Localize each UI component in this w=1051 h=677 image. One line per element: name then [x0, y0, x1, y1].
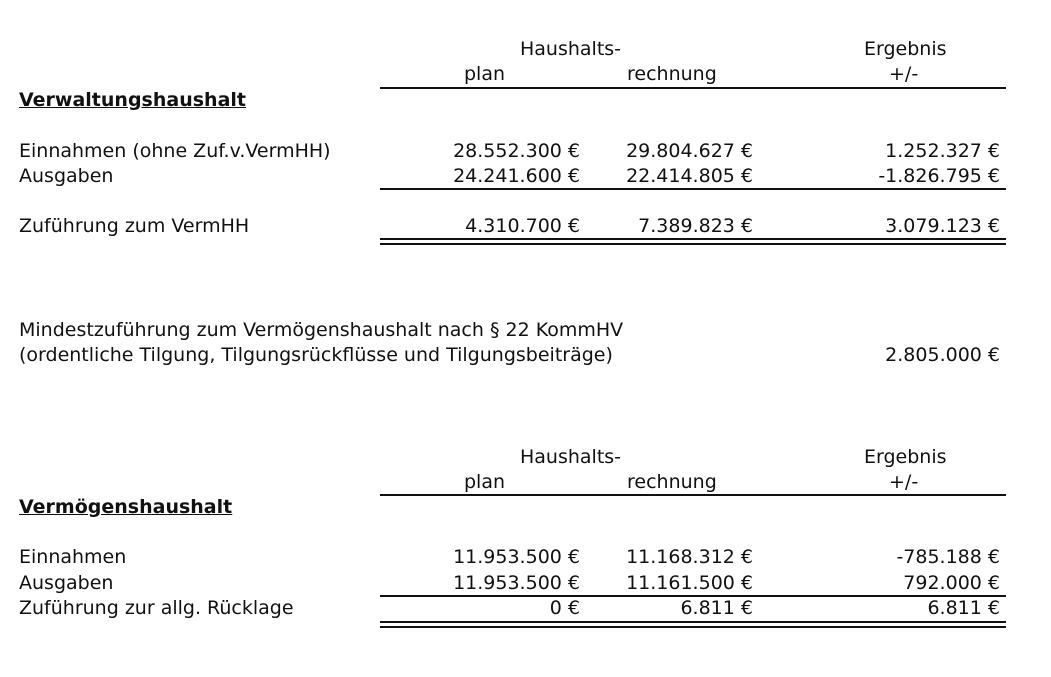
- row-ergebnis: -1.826.795 €: [878, 165, 1000, 187]
- row-label: Ausgaben: [19, 165, 114, 187]
- row-ergebnis: -785.188 €: [896, 546, 1000, 568]
- total-rechnung: 6.811 €: [680, 597, 753, 619]
- header-plusminus: +/-: [889, 63, 919, 85]
- mindest-line2: (ordentliche Tilgung, Tilgungsrückflüsse und Tilgungsbeiträge): [19, 344, 613, 366]
- row-plan: 11.953.500 €: [453, 546, 580, 568]
- row-ergebnis: 792.000 €: [903, 572, 1000, 594]
- row-label: Einnahmen (ohne Zuf.v.VermHH): [19, 140, 331, 162]
- header-rule: [380, 494, 1006, 496]
- header-ergebnis: Ergebnis: [864, 446, 947, 468]
- total-double-rule: [380, 238, 1006, 245]
- header-rechnung: rechnung: [627, 471, 717, 493]
- header-plan: plan: [464, 471, 506, 493]
- header-plan: plan: [464, 63, 506, 85]
- header-ergebnis: Ergebnis: [864, 38, 947, 60]
- mindest-line1: Mindestzuführung zum Vermögenshaushalt nach § 22 KommHV: [19, 319, 624, 341]
- total-label: Zuführung zum VermHH: [19, 215, 250, 237]
- row-plan: 24.241.600 €: [453, 165, 580, 187]
- total-rechnung: 7.389.823 €: [638, 215, 753, 237]
- mindest-value: 2.805.000 €: [885, 344, 1000, 366]
- row-label: Einnahmen: [19, 546, 127, 568]
- total-plan: 4.310.700 €: [465, 215, 580, 237]
- header-haushalts: Haushalts-: [520, 38, 622, 60]
- header-rule: [380, 87, 1006, 89]
- row-rechnung: 11.161.500 €: [626, 572, 753, 594]
- subtotal-rule: [380, 188, 1006, 190]
- section-title-verwaltungshaushalt: Verwaltungshaushalt: [19, 89, 246, 111]
- header-haushalts: Haushalts-: [520, 446, 622, 468]
- total-ergebnis: 3.079.123 €: [885, 215, 1000, 237]
- section-title-vermoegenshaushalt: Vermögenshaushalt: [19, 496, 233, 518]
- row-ergebnis: 1.252.327 €: [885, 140, 1000, 162]
- row-rechnung: 29.804.627 €: [626, 140, 753, 162]
- row-plan: 11.953.500 €: [453, 572, 580, 594]
- header-plusminus: +/-: [889, 471, 919, 493]
- row-rechnung: 22.414.805 €: [626, 165, 753, 187]
- row-rechnung: 11.168.312 €: [626, 546, 753, 568]
- row-label: Ausgaben: [19, 572, 114, 594]
- total-label: Zuführung zur allg. Rücklage: [19, 597, 294, 619]
- total-ergebnis: 6.811 €: [927, 597, 1000, 619]
- total-plan: 0 €: [549, 597, 580, 619]
- row-plan: 28.552.300 €: [453, 140, 580, 162]
- header-rechnung: rechnung: [627, 63, 717, 85]
- total-double-rule: [380, 621, 1006, 628]
